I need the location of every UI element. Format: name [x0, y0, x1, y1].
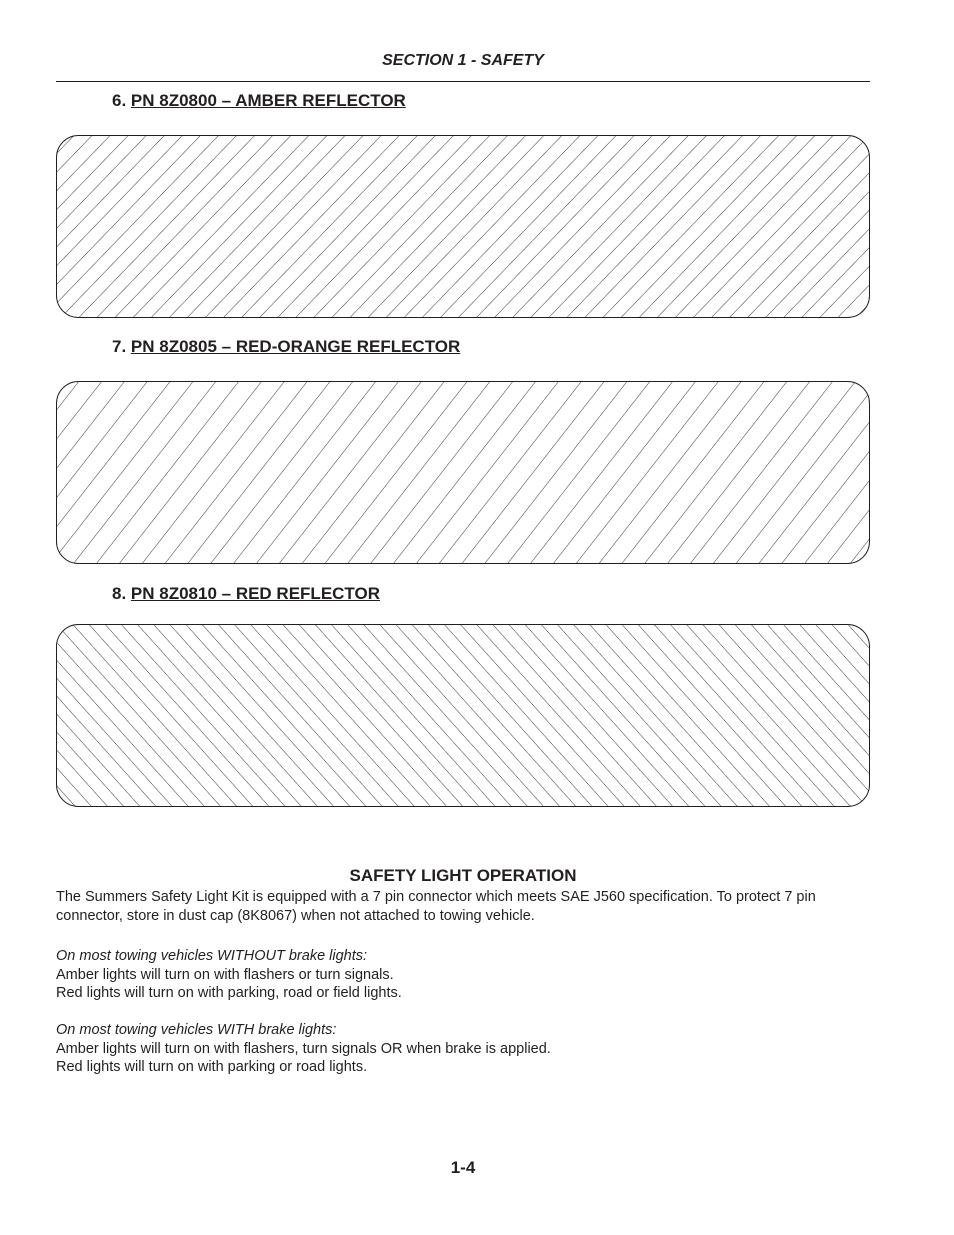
- red-light-rule: Red lights will turn on with parking, road or field lights.: [56, 985, 402, 1001]
- section-header: SECTION 1 - SAFETY: [382, 52, 544, 69]
- condition-label: On most towing vehicles WITH brake lights:: [56, 1022, 337, 1038]
- header-rule: [56, 81, 870, 82]
- condition-label: On most towing vehicles WITHOUT brake lights:: [56, 948, 368, 964]
- hatch-forward-dense: [56, 135, 870, 318]
- with-brake-lights-block: [56, 1021, 856, 1077]
- reflector-title-7: [112, 337, 460, 357]
- safety-light-intro: The Summers Safety Light Kit is equipped with a 7 pin connector which meets SAE J560 specification. To protect 7 pin connector, store in dust cap (8K8067) when not attached to towing vehicle.: [56, 889, 816, 924]
- amber-light-rule: Amber lights will turn on with flashers or turn signals.: [56, 966, 394, 983]
- reflector-title-8: [112, 584, 380, 604]
- safety-light-heading: SAFETY LIGHT OPERATION: [349, 866, 577, 885]
- amber-light-rule: Amber lights will turn on with flashers, turn signals OR when brake is applied.: [56, 1040, 551, 1057]
- hatch-forward-wide: [56, 381, 870, 564]
- reflector-number: 7.: [112, 337, 127, 356]
- without-brake-lights-block: [56, 947, 856, 1003]
- reflector-title-6: [112, 91, 406, 111]
- red-orange-reflector-image: [56, 381, 870, 564]
- reflector-part-name: PN 8Z0810 – RED REFLECTOR: [130, 584, 381, 603]
- reflector-number: 8.: [112, 584, 127, 603]
- red-light-rule: Red lights will turn on with parking or road lights.: [56, 1059, 368, 1075]
- amber-reflector-image: [56, 135, 870, 318]
- red-reflector-image: [56, 624, 870, 807]
- hatch-backward: [56, 624, 870, 807]
- reflector-number: 6.: [112, 91, 127, 110]
- reflector-part-name: PN 8Z0800 – AMBER REFLECTOR: [130, 91, 406, 110]
- reflector-part-name: PN 8Z0805 – RED-ORANGE REFLECTOR: [130, 337, 461, 356]
- page-number: 1-4: [450, 1158, 476, 1177]
